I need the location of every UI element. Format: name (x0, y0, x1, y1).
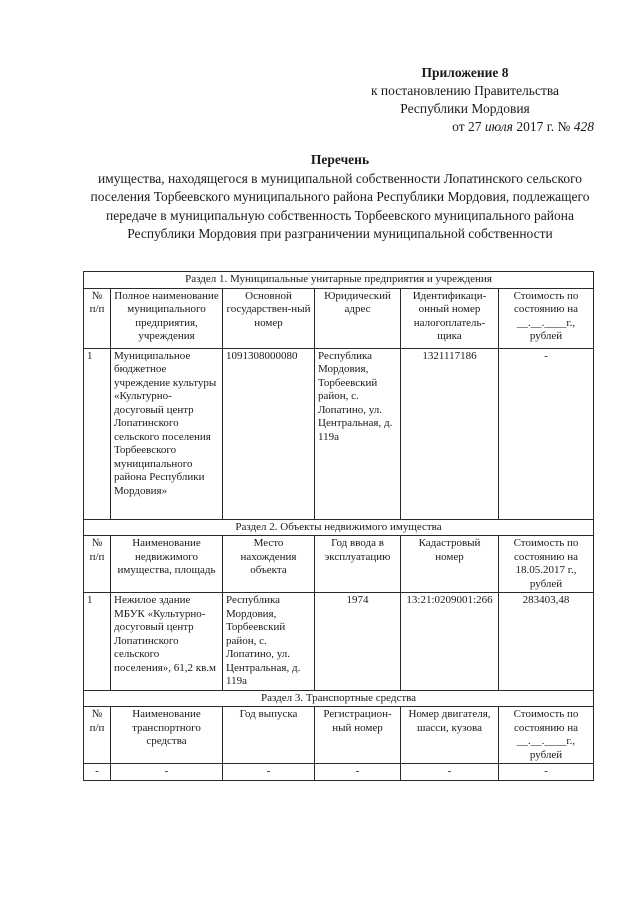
date-month: июля (484, 119, 513, 134)
section-3-title: Раздел 3. Транспортные средства (84, 690, 594, 707)
section-3-title-row (84, 690, 594, 707)
s1-header-cell: Стоимость по состоянию на __.__.____г., рублей (499, 288, 594, 348)
s1-header-cell: Полное наименование муниципального предприятия, учреждения (111, 288, 223, 348)
appendix-line-1: к постановлению Правительства (370, 83, 560, 98)
s2-header-cell: Наименование недвижимого имущества, площадь (111, 536, 223, 593)
appendix-title: Приложение 8 (421, 65, 509, 80)
date-prefix: от 27 (452, 119, 482, 134)
section-2-data-row (84, 593, 594, 691)
s1-header-cell: Идентификаци-онный номер налогоплатель-щика (401, 288, 499, 348)
s2-cell-year: 1974 (315, 593, 401, 691)
s1-cell-number: 1 (84, 348, 111, 519)
s3-cell: - (401, 764, 499, 781)
s3-header-cell: № п/п (84, 707, 111, 764)
s3-cell: - (315, 764, 401, 781)
s2-cell-cost: 283403,48 (499, 593, 594, 691)
s2-header-cell: № п/п (84, 536, 111, 593)
document-heading (80, 151, 600, 244)
s3-header-cell: Наименование транспортного средства (111, 707, 223, 764)
s3-cell: - (84, 764, 111, 781)
property-table (83, 271, 594, 781)
s2-cell-location: Республика Мордовия, Торбеевский район, с. Лопатино, ул. Центральная, д. 119а (223, 593, 315, 691)
s1-cell-inn: 1321117186 (401, 348, 499, 519)
appendix-block (330, 64, 600, 136)
section-3-data-row (84, 764, 594, 781)
s2-header-cell: Год ввода в эксплуатацию (315, 536, 401, 593)
s1-header-cell: № п/п (84, 288, 111, 348)
section-3-header-row (84, 707, 594, 764)
section-2-header-row (84, 536, 594, 593)
heading-text: имущества, находящегося в муниципальной собственности Лопатинского сельского поселения Торбеевского муниципального района Республики Мордовия, подлежащего передаче в муниципальную собственность Торбеевского муниципального района Республики Мордовия при разграничении муниципальной собственности (90, 170, 590, 241)
section-1-data-row (84, 348, 594, 519)
heading-title: Перечень (310, 152, 370, 167)
s1-cell-ogrn: 1091308000080 (223, 348, 315, 519)
appendix-date-line (330, 118, 600, 136)
s3-header-cell: Номер двигателя, шасси, кузова (401, 707, 499, 764)
s3-cell: - (223, 764, 315, 781)
s2-cell-cadastral: 13:21:0209001:266 (401, 593, 499, 691)
s1-header-cell: Основной государствен-ный номер (223, 288, 315, 348)
section-1-header-row (84, 288, 594, 348)
section-2-title: Раздел 2. Объекты недвижимого имущества (84, 519, 594, 536)
s2-cell-name: Нежилое здание МБУК «Культурно-досуговый центр Лопатинского сельского поселения», 61,2 кв.м (111, 593, 223, 691)
document-number: 428 (573, 119, 594, 134)
appendix-line-2: Республики Мордовия (400, 101, 530, 116)
s2-header-cell: Место нахождения объекта (223, 536, 315, 593)
s2-header-cell: Кадастровый номер (401, 536, 499, 593)
s1-cell-name: Муниципальное бюджетное учреждение культуры «Культурно-досуговый центр Лопатинского сельского поселения Торбеевского муниципального района Республики Мордовия» (111, 348, 223, 519)
s1-cell-address: Республика Мордовия, Торбеевский район, с. Лопатино, ул. Центральная, д. 119а (315, 348, 401, 519)
s3-header-cell: Стоимость по состоянию на __.__.____г., рублей (499, 707, 594, 764)
s3-header-cell: Год выпуска (223, 707, 315, 764)
section-1-title-row (84, 272, 594, 289)
s3-cell: - (499, 764, 594, 781)
date-year: 2017 г. № (516, 119, 571, 134)
section-1-title: Раздел 1. Муниципальные унитарные предприятия и учреждения (84, 272, 594, 289)
s1-cell-cost: - (499, 348, 594, 519)
s1-header-cell: Юридический адрес (315, 288, 401, 348)
s3-cell: - (111, 764, 223, 781)
section-2-title-row (84, 519, 594, 536)
s2-header-cell: Стоимость по состоянию на 18.05.2017 г., рублей (499, 536, 594, 593)
s2-cell-number: 1 (84, 593, 111, 691)
s3-header-cell: Регистрацион-ный номер (315, 707, 401, 764)
